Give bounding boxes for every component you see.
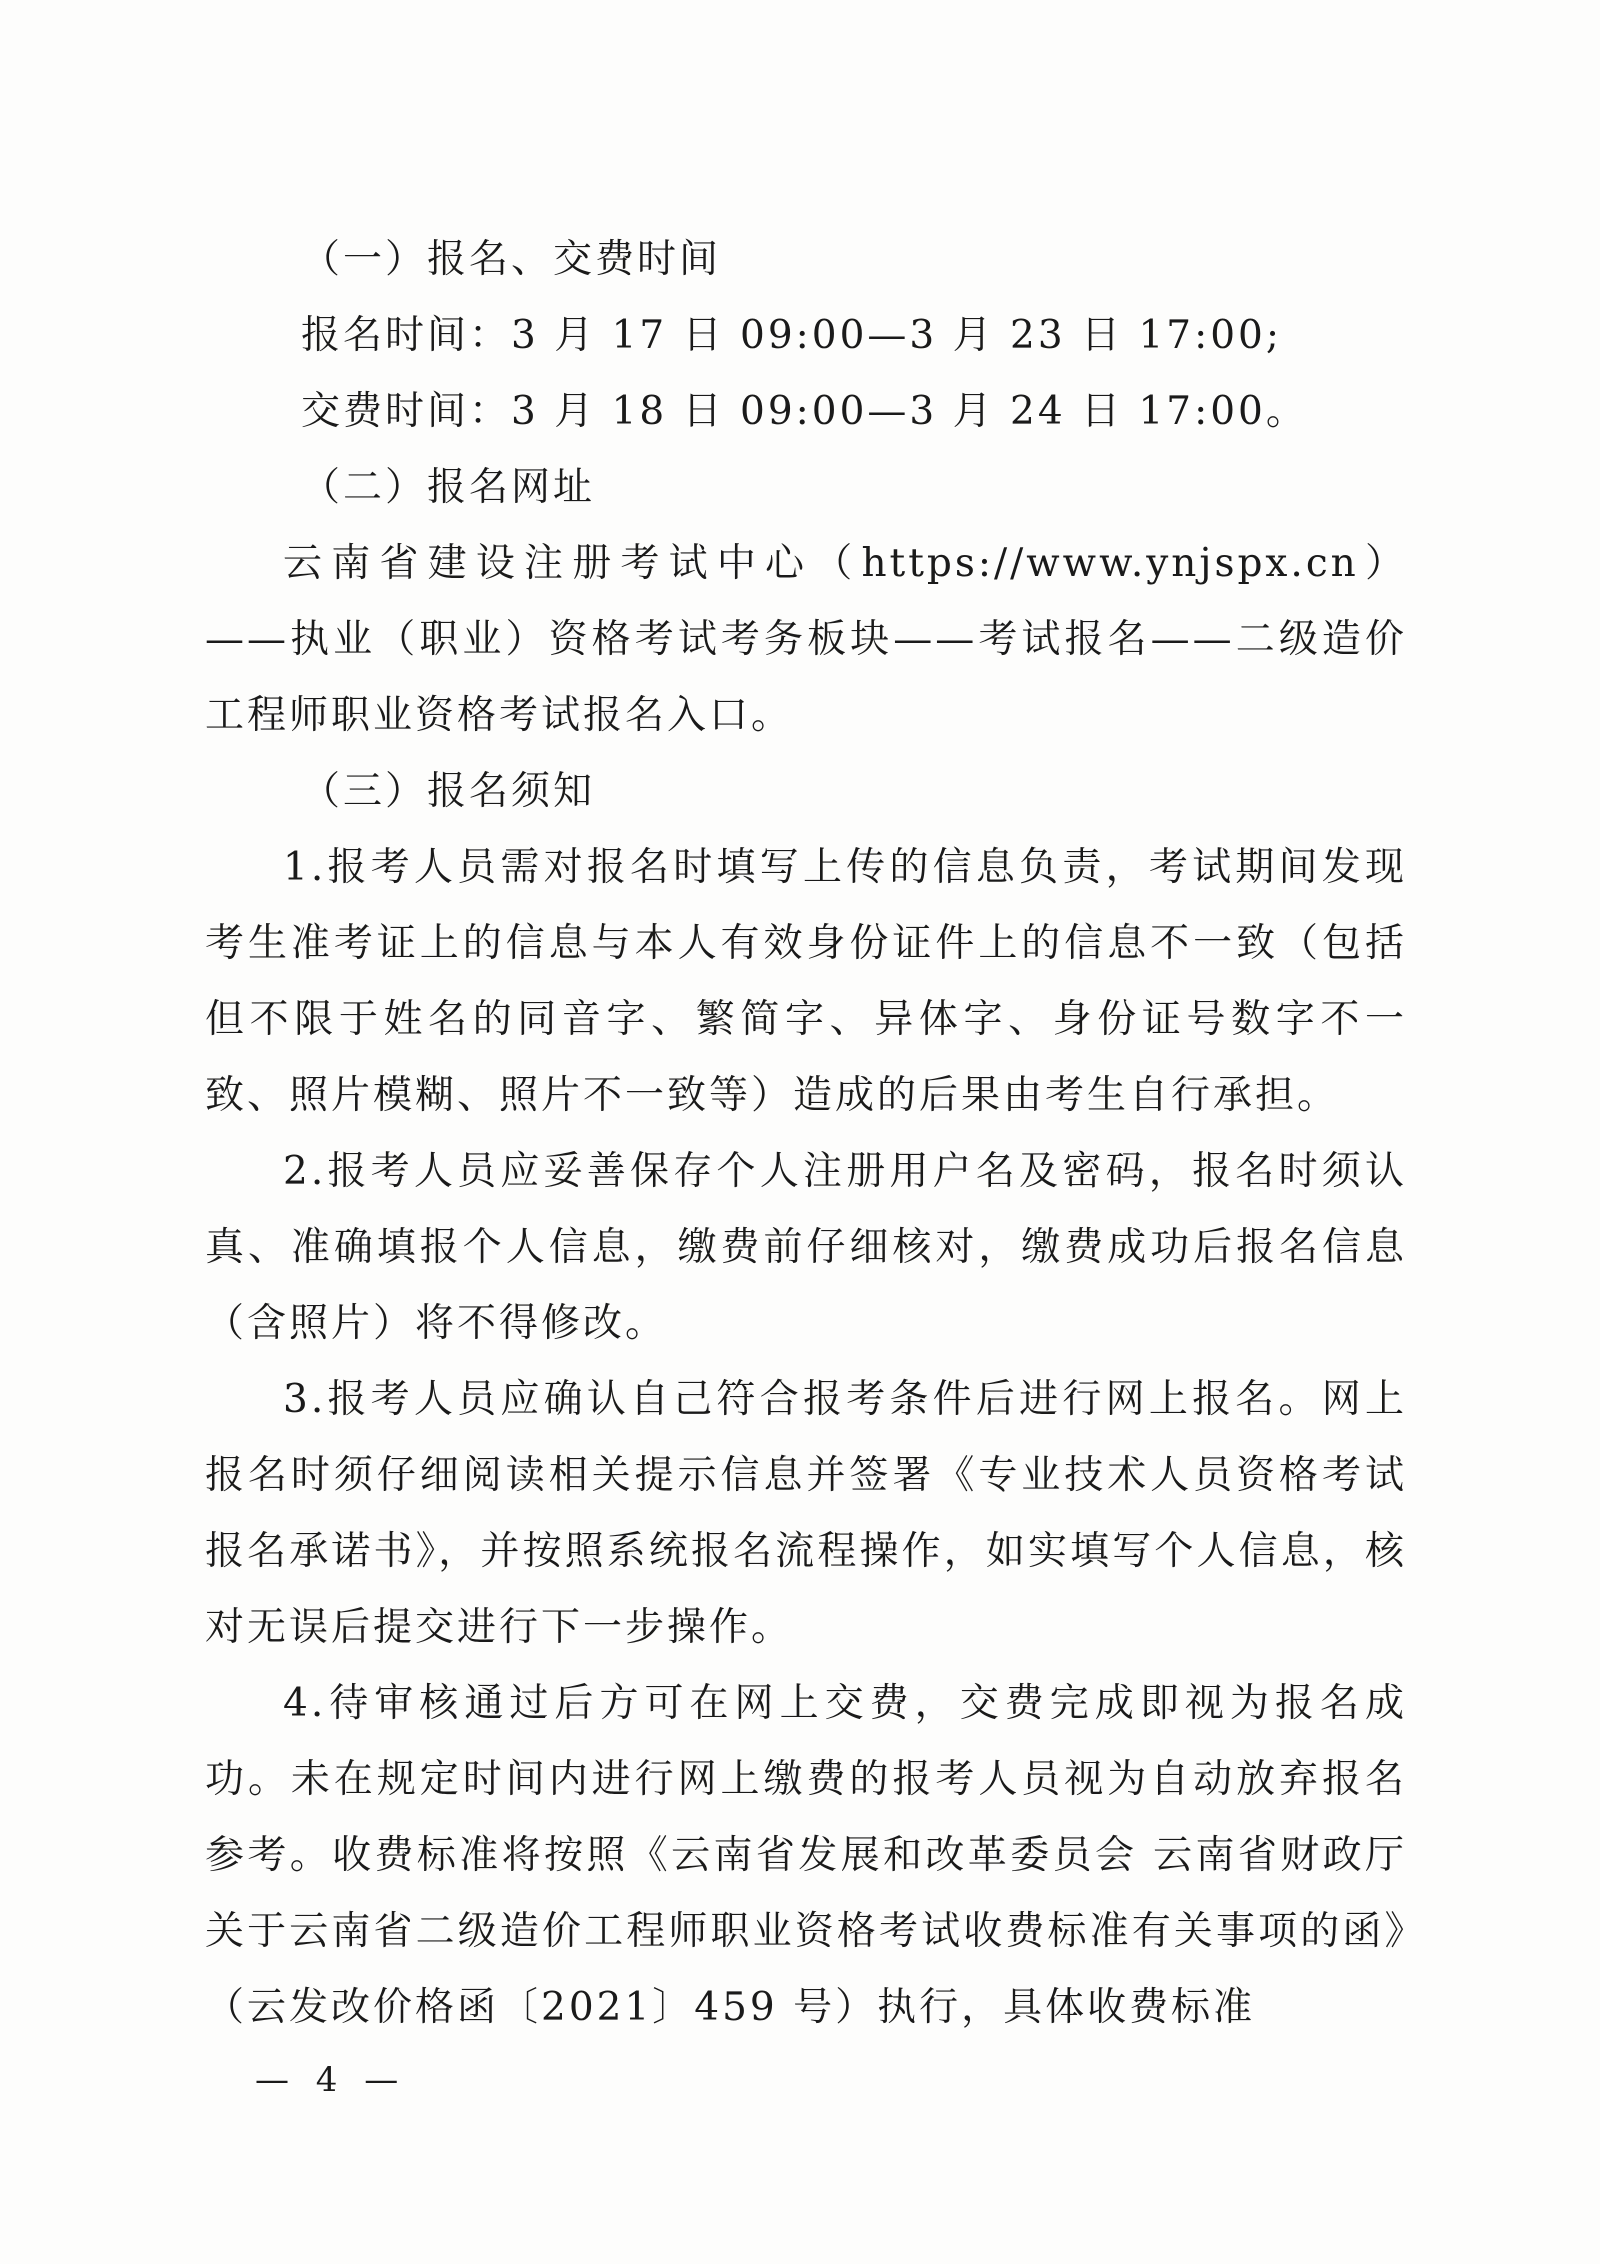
section-heading-registration-notice: （三）报名须知 — [301, 769, 596, 814]
page-number: — 4 — — [255, 2060, 407, 2100]
payment-time: 交费时间：3 月 18 日 09:00—3 月 24 日 17:00。 — [301, 389, 1308, 434]
section-heading-registration-website: （二）报名网址 — [301, 465, 596, 510]
document-body — [205, 222, 1407, 2046]
section-heading-registration-payment-time: （一）报名、交费时间 — [301, 237, 722, 282]
notice-item-1: 1.报考人员需对报名时填写上传的信息负责，考试期间发现考生准考证上的信息与本人有效身份证件上的信息不一致（包括但不限于姓名的同音字、繁简字、异体字、身份证号数字不一致、照片模糊、照片不一致等）造成的后果由考生自行承担。 — [205, 845, 1407, 1118]
website-paragraph: 云南省建设注册考试中心（https://www.ynjspx.cn）——执业（职业）资格考试考务板块——考试报名——二级造价工程师职业资格考试报名入口。 — [205, 541, 1407, 738]
notice-item-2: 2.报考人员应妥善保存个人注册用户名及密码，报名时须认真、准确填报个人信息，缴费前仔细核对，缴费成功后报名信息（含照片）将不得修改。 — [205, 1149, 1407, 1346]
notice-item-4: 4.待审核通过后方可在网上交费，交费完成即视为报名成功。未在规定时间内进行网上缴费的报考人员视为自动放弃报名参考。收费标准将按照《云南省发展和改革委员会 云南省财政厅关于云南省二级造价工程师职业资格考试收费标准有关事项的函》（云发改价格函〔2021〕459 号）执行，具体收费标准 — [205, 1681, 1407, 2030]
notice-item-3: 3.报考人员应确认自己符合报考条件后进行网上报名。网上报名时须仔细阅读相关提示信息并签署《专业技术人员资格考试报名承诺书》，并按照系统报名流程操作，如实填写个人信息，核对无误后提交进行下一步操作。 — [205, 1377, 1407, 1650]
registration-time: 报名时间：3 月 17 日 09:00—3 月 23 日 17:00; — [301, 313, 1282, 358]
